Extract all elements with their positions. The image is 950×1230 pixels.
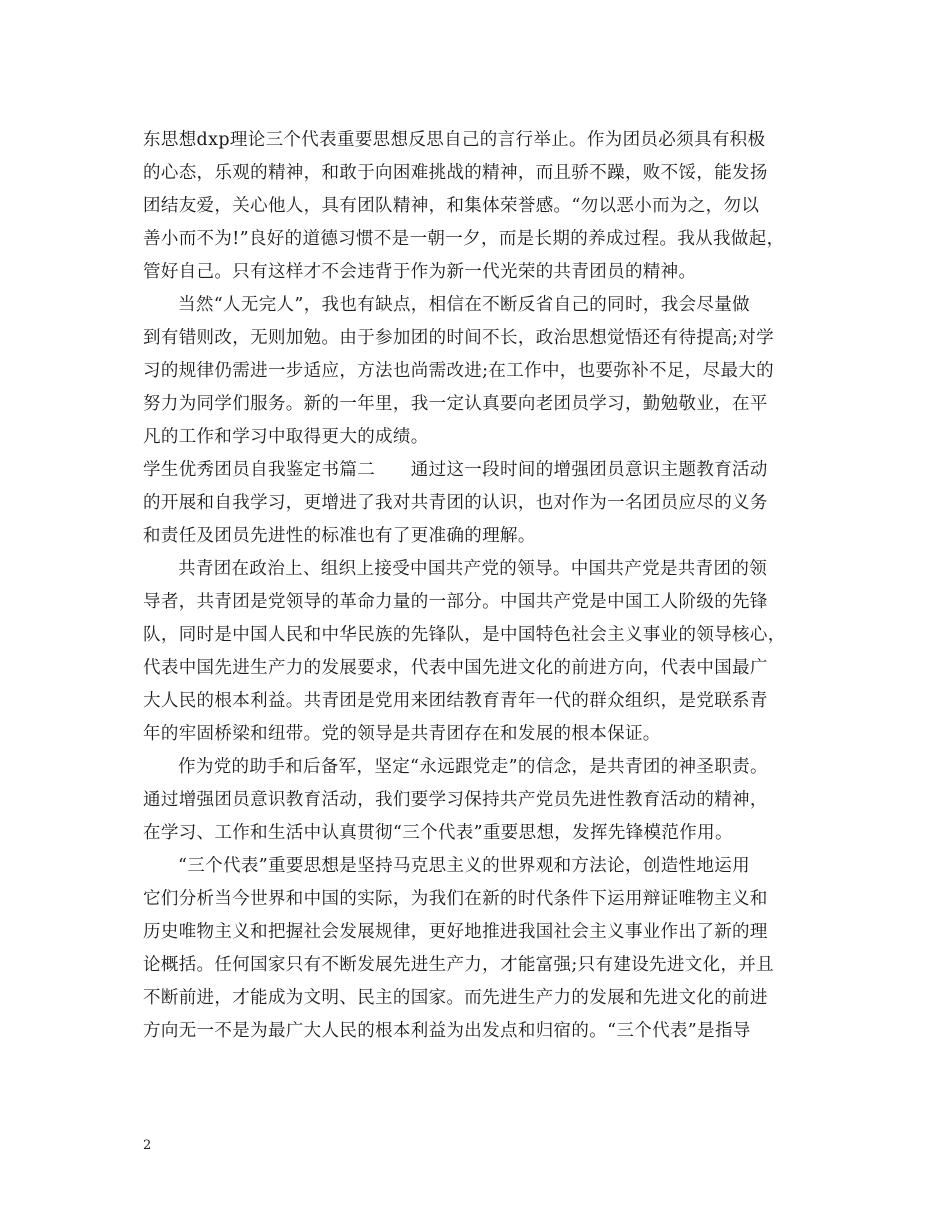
- text-line: 历史唯物主义和把握社会发展规律，更好地推进我国社会主义事业作出了新的理: [143, 922, 768, 942]
- text-line: 不断前进，才能成为文明、民主的国家。而先进生产力的发展和先进文化的前进: [143, 988, 768, 1008]
- text-line: 在学习、工作和生活中认真贯彻“三个代表”重要思想，发挥先锋模范作用。: [143, 823, 733, 843]
- text-line: 努力为同学们服务。新的一年里，我一定认真要向老团员学习，勤勉敬业，在平: [143, 394, 768, 414]
- text-line: 通过增强团员意识教育活动，我们要学习保持共产党员先进性教育活动的精神，: [143, 790, 768, 810]
- text-line: 东思想dxp理论三个代表重要思想反思自己的言行举止。作为团员必须具有积极: [143, 130, 766, 150]
- paragraph-first-line: 共青团在政治上、组织上接受中国共产党的领导。中国共产党是共青团的领: [178, 559, 768, 579]
- text-line: 凡的工作和学习中取得更大的成绩。: [143, 427, 429, 447]
- paragraph-first-line: 当然“人无完人”，我也有缺点，相信在不断反省自己的同时，我会尽量做: [178, 295, 750, 315]
- text-line: 方向无一不是为最广大人民的根本利益为出发点和归宿的。“三个代表”是指导: [143, 1021, 751, 1041]
- text-line: 的开展和自我学习，更增进了我对共青团的认识，也对作为一名团员应尽的义务: [143, 493, 768, 513]
- text-line: 到有错则改，无则加勉。由于参加团的时间不长，政治思想觉悟还有待提高;对学: [143, 328, 774, 348]
- text-line: 的心态，乐观的精神，和敢于向困难挑战的精神，而且骄不躁，败不馁，能发扬: [143, 163, 768, 183]
- text-line: 队，同时是中国人民和中华民族的先锋队，是中国特色社会主义事业的领导核心，: [143, 625, 786, 645]
- text-line: 论概括。任何国家只有不断发展先进生产力，才能富强;只有建设先进文化，并且: [143, 955, 774, 975]
- text-line: 代表中国先进生产力的发展要求，代表中国先进文化的前进方向，代表中国最广: [143, 658, 768, 678]
- paragraph-first-line: 作为党的助手和后备军，坚定“永远跟党走”的信念，是共青团的神圣职责。: [178, 757, 768, 777]
- text-line: 年的牢固桥梁和纽带。党的领导是共青团存在和发展的根本保证。: [143, 724, 661, 744]
- page-number: 2: [143, 1138, 152, 1153]
- text-line: 它们分析当今世界和中国的实际，为我们在新的时代条件下运用辩证唯物主义和: [143, 889, 768, 909]
- text-line: 习的规律仍需进一步适应，方法也尚需改进;在工作中，也要弥补不足，尽最大的: [143, 361, 774, 381]
- text-line: 和责任及团员先进性的标准也有了更准确的理解。: [143, 526, 536, 546]
- text-line: 团结友爱，关心他人，具有团队精神，和集体荣誉感。“勿以恶小而为之，勿以: [143, 196, 760, 216]
- text-line: 管好自己。只有这样才不会违背于作为新一代光荣的共青团员的精神。: [143, 262, 697, 282]
- text-line: 善小而不为!”良好的道德习惯不是一朝一夕，而是长期的养成过程。我从我做起，: [143, 229, 785, 249]
- section-heading-line: 学生优秀团员自我鉴定书篇二 通过这一段时间的增强团员意识主题教育活动: [143, 460, 768, 480]
- text-line: 大人民的根本利益。共青团是党用来团结教育青年一代的群众组织，是党联系青: [143, 691, 768, 711]
- paragraph-first-line: “三个代表”重要思想是坚持马克思主义的世界观和方法论，创造性地运用: [178, 856, 750, 876]
- text-line: 导者，共青团是党领导的革命力量的一部分。中国共产党是中国工人阶级的先锋: [143, 592, 768, 612]
